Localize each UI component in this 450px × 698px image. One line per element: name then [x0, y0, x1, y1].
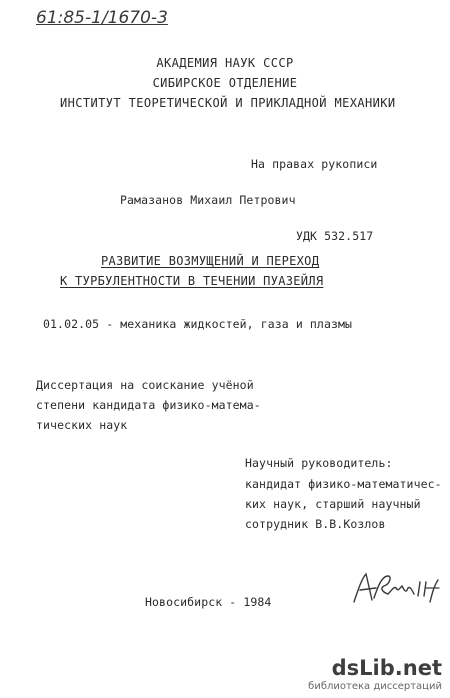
- advisor-label: Научный руководитель:: [245, 456, 393, 470]
- dissertation-line-2: степени кандидата физико-матема-: [36, 398, 261, 412]
- udk-code: УДК 532.517: [296, 229, 374, 243]
- dslib-logo: dsLib.net: [331, 656, 442, 680]
- title-line-1: РАЗВИТИЕ ВОЗМУЩЕНИЙ И ПЕРЕХОД: [101, 254, 320, 268]
- archive-number-handwritten: 61:85-1/1670-3: [36, 8, 168, 28]
- dslib-watermark[interactable]: [292, 656, 442, 694]
- dissertation-line-3: тических наук: [36, 418, 128, 432]
- advisor-line-3: ких наук, старший научный: [245, 497, 421, 511]
- dslib-subtitle: библиотека диссертаций: [308, 681, 442, 692]
- author-name: Рамазанов Михаил Петрович: [120, 193, 296, 207]
- dissertation-line-1: Диссертация на соискание учёной: [36, 378, 254, 392]
- specialty-code: 01.02.05 - механика жидкостей, газа и плазмы: [43, 317, 353, 331]
- manuscript-rights-note: На правах рукописи: [251, 157, 378, 171]
- author-signature: [348, 568, 440, 608]
- header-academy: АКАДЕМИЯ НАУК СССР: [156, 56, 294, 70]
- advisor-line-4: сотрудник В.В.Козлов: [245, 517, 386, 531]
- title-line-2: К ТУРБУЛЕНТНОСТИ В ТЕЧЕНИИ ПУАЗЕЙЛЯ: [60, 274, 324, 288]
- header-institute: ИНСТИТУТ ТЕОРЕТИЧЕСКОЙ И ПРИКЛАДНОЙ МЕХАНИКИ: [60, 96, 396, 110]
- header-division: СИБИРСКОЕ ОТДЕЛЕНИЕ: [152, 76, 298, 90]
- advisor-line-2: кандидат физико-математичес-: [245, 477, 442, 491]
- place-and-year: Новосибирск - 1984: [145, 595, 272, 609]
